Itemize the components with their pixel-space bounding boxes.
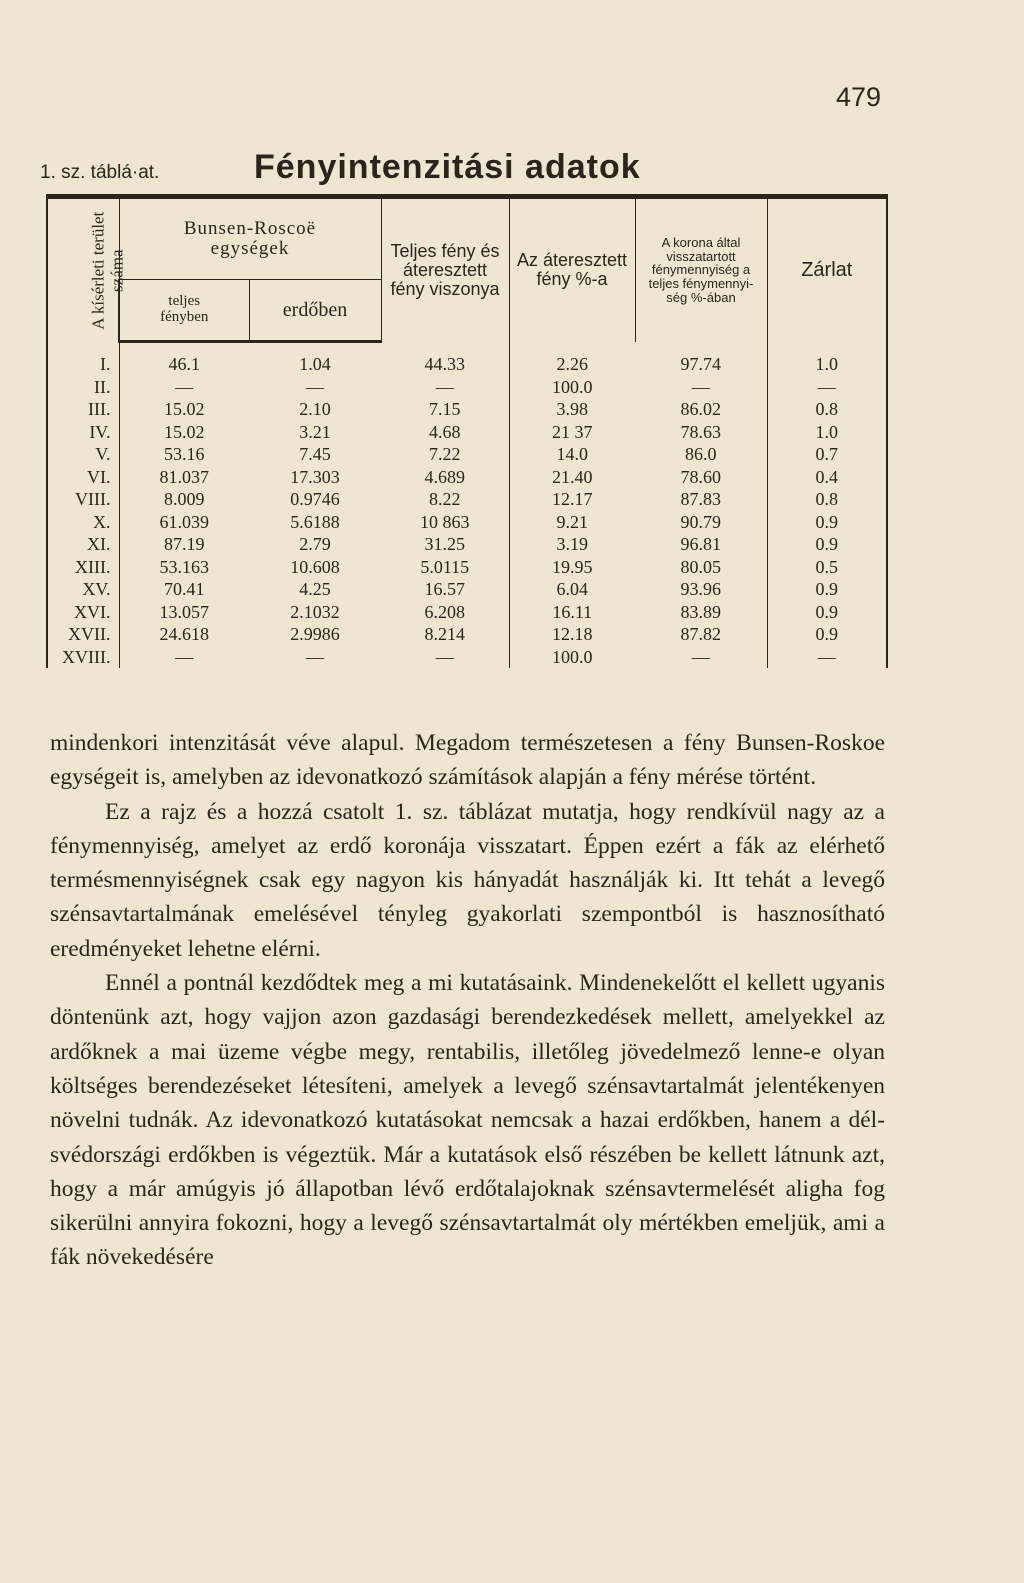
- table-cell: 2.9986: [290, 624, 340, 645]
- table-cell: 0.8: [767, 488, 887, 511]
- table-cell: 14.0: [509, 443, 635, 466]
- table-cell: —: [306, 376, 324, 397]
- table-cell: 1.0: [767, 421, 887, 444]
- table-cell: 61.039: [119, 511, 249, 534]
- table-cell: XIII.: [47, 556, 119, 579]
- table-cell: 17.303: [290, 466, 340, 487]
- table-cell: 0.9: [767, 511, 887, 534]
- table-cell: 0.9: [767, 601, 887, 624]
- table-cell: 0.5: [767, 556, 887, 579]
- table-row: [47, 342, 887, 376]
- table-cell: 3.98: [509, 398, 635, 421]
- header-bunsen: Bunsen-Roscoë egységek: [119, 197, 381, 280]
- table-cell: 2.26: [509, 342, 635, 376]
- table-cell: 1.0: [767, 342, 887, 376]
- table-cell: 24.618: [119, 623, 249, 646]
- page-number: 479: [836, 82, 882, 112]
- table-cell: 87.82: [680, 624, 721, 645]
- table-cell: 5.0115: [420, 556, 470, 577]
- table-cell: VIII.: [47, 488, 119, 511]
- table-cell: 3.19: [509, 533, 635, 556]
- table-cell: XV.: [47, 578, 119, 601]
- table-cell: 87.19: [119, 533, 249, 556]
- table-row: [47, 511, 887, 534]
- table-cell: 0.9: [767, 533, 887, 556]
- table-cell: 86.02: [680, 399, 721, 420]
- table-cell: 12.18: [509, 623, 635, 646]
- table-cell: —: [435, 646, 454, 667]
- table-row: [47, 578, 887, 601]
- data-table: [46, 194, 888, 668]
- table-cell: 83.89: [680, 601, 721, 622]
- table-cell: 0.7: [767, 443, 887, 466]
- table-cell: —: [435, 376, 454, 397]
- table-cell: 2.10: [299, 399, 331, 420]
- table-cell: 2.1032: [290, 601, 340, 622]
- table-cell: 7.15: [429, 399, 461, 420]
- table-cell: 21.40: [509, 466, 635, 489]
- table-row: [47, 601, 887, 624]
- table-cell: 97.74: [680, 353, 721, 374]
- header-transmitted: Az áteresztett fény %-a: [509, 197, 635, 342]
- table-row: [47, 376, 887, 399]
- table-row: [47, 623, 887, 646]
- table-cell: VI.: [47, 466, 119, 489]
- table-cell: 4.68: [429, 421, 461, 442]
- table-cell: 7.22: [429, 444, 461, 465]
- table-row: [47, 443, 887, 466]
- table-row: [47, 398, 887, 421]
- table-cell: 100.0: [509, 376, 635, 399]
- table-cell: 86.0: [685, 444, 717, 465]
- table-row: [47, 466, 887, 489]
- table-cell: 9.21: [509, 511, 635, 534]
- table-cell: 10 863: [420, 511, 470, 532]
- table-row: [47, 488, 887, 511]
- header-closure: Zárlat: [767, 197, 887, 342]
- table-cell: —: [691, 376, 710, 397]
- table-cell: 21 37: [509, 421, 635, 444]
- table-cell: 6.04: [509, 578, 635, 601]
- header-area-label: A kísérleti terület száma: [88, 211, 126, 330]
- table-cell: V.: [47, 443, 119, 466]
- paragraph-3: Ennél a pontnál kezdődtek meg a mi kutatásaink. Mindenekelőtt el kellett ugyanis döntenünk azt, hogy vajjon azon gazdasági berendezkedések mellett, amelyekkel az ardőknek a mai üzeme végbe megy, rentabilis, illetőleg jövedelmező lenne-e olyan költséges berendezéseket létesíteni, amelyek a levegő szénsavtartalmát jelentékenyen növelni tudnák. Az idevonatkozó kutatásokat nemcsak a hazai erdőkben, hanem a dél-svédországi erdőkben is végeztük. Már a kutatások első részében be kellett látnunk azt, hogy a már amúgyis jó állapotban lévő erdőtalajoknak szénsavtermelését aligha fog sikerülni annyira fokozni, hogy a levegő szénsavtartalmát oly mértékben emeljük, ami a fák növekedésére: [50, 970, 885, 1271]
- header-ratio: Teljes fény és áteresztett fény viszonya: [381, 197, 509, 342]
- table-cell: 8.009: [119, 488, 249, 511]
- table-cell: 80.05: [680, 556, 721, 577]
- table-cell: 5.6188: [290, 511, 340, 532]
- table-cell: 19.95: [509, 556, 635, 579]
- table-cell: XI.: [47, 533, 119, 556]
- table-cell: 8.214: [424, 624, 465, 645]
- table-row: [47, 421, 887, 444]
- table-cell: XVII.: [47, 623, 119, 646]
- table-cell: 2.79: [299, 534, 331, 555]
- table-cell: —: [119, 376, 249, 399]
- table-cell: 10.608: [290, 556, 340, 577]
- table-cell: —: [119, 646, 249, 669]
- table-cell: 96.81: [680, 534, 721, 555]
- table-cell: 8.22: [429, 489, 461, 510]
- table-cell: 70.41: [119, 578, 249, 601]
- table-cell: 53.163: [119, 556, 249, 579]
- table-cell: 0.8: [767, 398, 887, 421]
- table-cell: 93.96: [680, 579, 721, 600]
- table-caption: [36, 148, 896, 188]
- header-retained: A korona által visszatartott fénymennyiség a teljes fénymennyiség %-ában: [635, 197, 767, 342]
- table-row: [47, 646, 887, 669]
- table-cell: —: [767, 646, 887, 669]
- table-cell: 0.9: [767, 578, 887, 601]
- table-cell: 87.83: [680, 489, 721, 510]
- table-cell: XVIII.: [47, 646, 119, 669]
- table-cell: 81.037: [119, 466, 249, 489]
- table-cell: 4.25: [299, 579, 331, 600]
- table-cell: 12.17: [509, 488, 635, 511]
- table-label: 1. sz. táblá·at.: [40, 162, 160, 183]
- paragraph-2: Ez a rajz és a hozzá csatolt 1. sz. táblázat mutatja, hogy rendkívül nagy az a fénymennyiség, amelyet az erdő koronája visszatart. Éppen ezért a fák az elérhető termésmennyiségnek csak egy nagyon kis hányadát használják ki. Itt tehát a levegő szénsavtartalmának emelésével tényleg gyakorlati szempontból is hasznosítható eredményeket lehetne elérni.: [50, 798, 885, 962]
- table-cell: 7.45: [299, 444, 331, 465]
- table-cell: 46.1: [119, 342, 249, 376]
- paragraph-1: mindenkori intenzitását véve alapul. Megadom természetesen a fény Bunsen-Roskoe egységeit is, amelyben az idevonatkozó számítások alapján a fény mérése történt.: [50, 730, 885, 791]
- table-cell: 0.9: [767, 623, 887, 646]
- table-cell: 15.02: [119, 421, 249, 444]
- table-cell: 100.0: [509, 646, 635, 669]
- header-in-forest: erdőben: [249, 280, 381, 342]
- table-cell: 4.689: [424, 466, 465, 487]
- table-cell: I.: [47, 342, 119, 376]
- table-cell: III.: [47, 398, 119, 421]
- table-cell: —: [306, 646, 324, 667]
- table-cell: II.: [47, 376, 119, 399]
- table-cell: 16.11: [509, 601, 635, 624]
- table-cell: 90.79: [680, 511, 721, 532]
- table-cell: IV.: [47, 421, 119, 444]
- body-text: [50, 726, 885, 1275]
- table-cell: 44.33: [424, 353, 465, 374]
- table-cell: X.: [47, 511, 119, 534]
- table-cell: 15.02: [119, 398, 249, 421]
- table-title: Fényintenzitási adatok: [254, 148, 641, 186]
- table-cell: 6.208: [424, 601, 465, 622]
- table-body: [47, 342, 887, 669]
- table-row: [47, 533, 887, 556]
- table-cell: 78.60: [680, 466, 721, 487]
- header-full-light: teljes fényben: [119, 280, 249, 342]
- table-cell: 31.25: [424, 534, 465, 555]
- table-row: [47, 556, 887, 579]
- table-cell: 0.4: [767, 466, 887, 489]
- table-cell: 16.57: [424, 579, 465, 600]
- table-cell: —: [767, 376, 887, 399]
- table-cell: 1.04: [299, 354, 331, 375]
- table-cell: 53.16: [119, 443, 249, 466]
- table-cell: XVI.: [47, 601, 119, 624]
- light-intensity-table: [46, 194, 886, 678]
- table-cell: 0.9746: [290, 489, 340, 510]
- table-cell: 78.63: [680, 421, 721, 442]
- table-cell: —: [691, 646, 710, 667]
- table-cell: 13.057: [119, 601, 249, 624]
- header-area: [47, 197, 126, 342]
- table-cell: 3.21: [299, 421, 331, 442]
